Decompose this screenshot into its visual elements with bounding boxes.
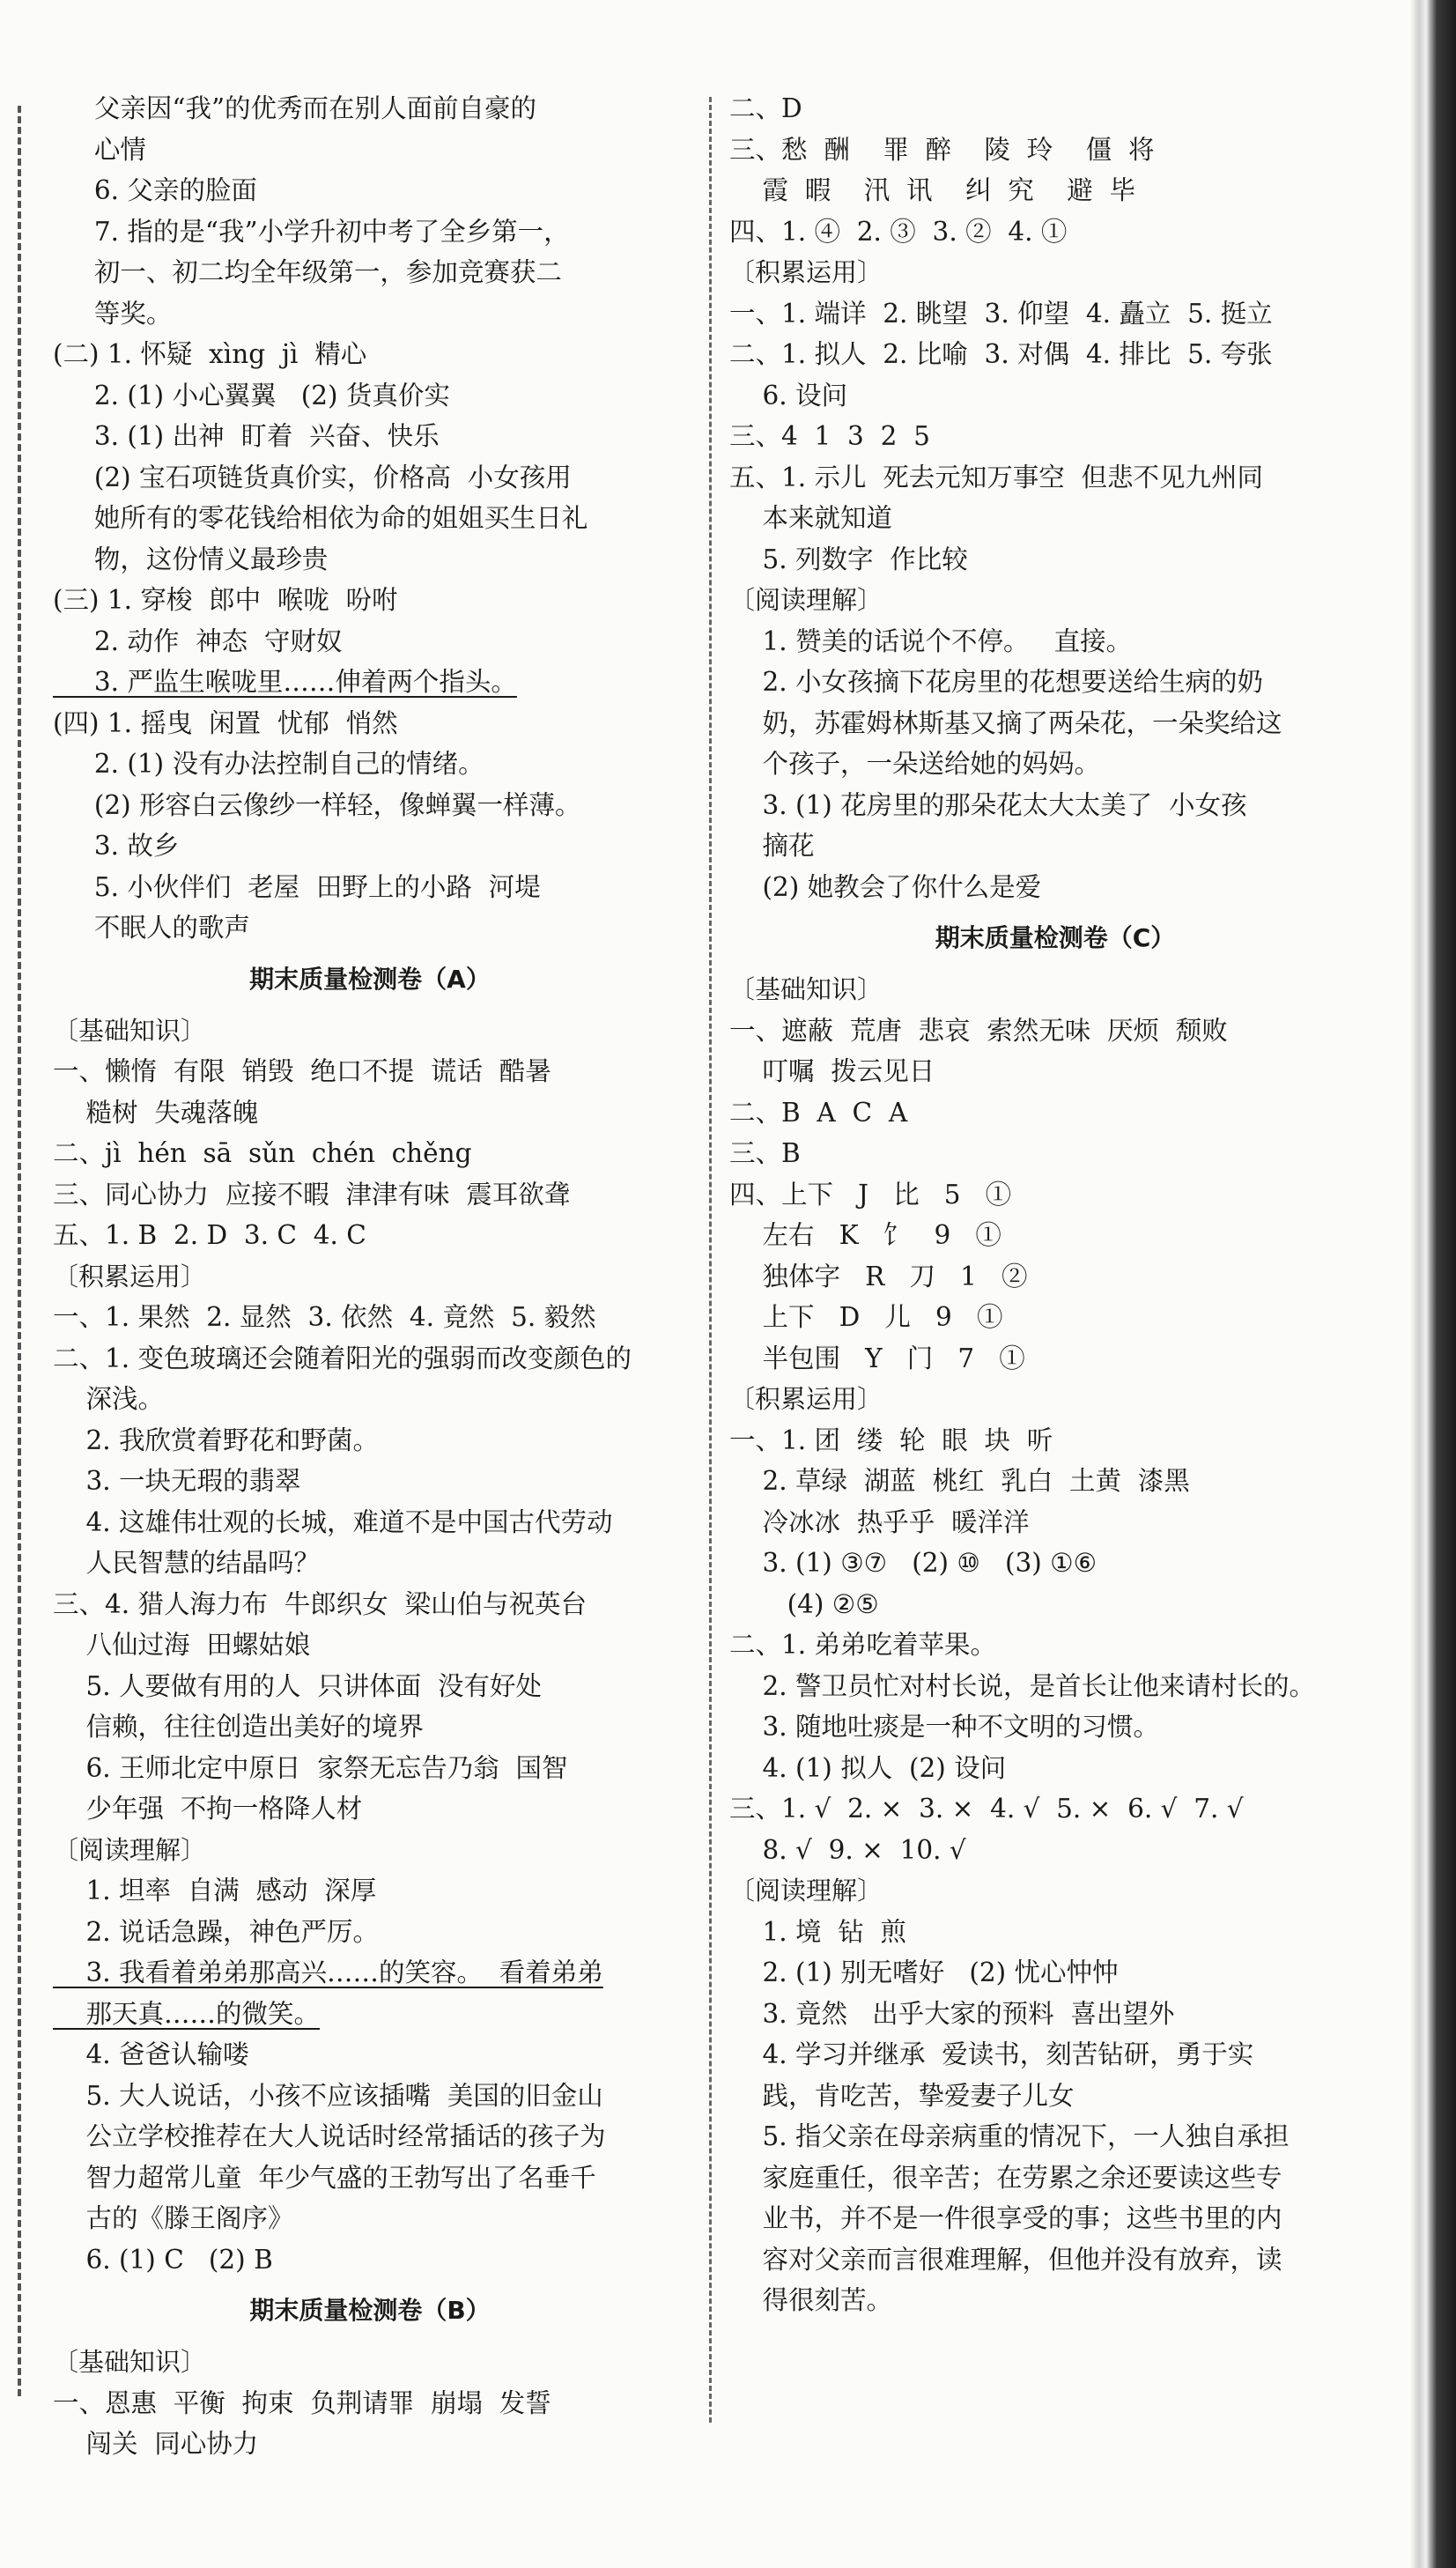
answer-line: 7. 指的是“我”小学升初中考了全乡第一， <box>53 216 570 247</box>
section-heading: 〔积累运用〕 <box>53 1261 207 1291</box>
answer-line: 上下 D 儿 9 ① <box>729 1302 1003 1332</box>
answer-line: (三) 1. 穿梭 郎中 喉咙 吩咐 <box>53 585 398 615</box>
section-heading: 〔阅读理解〕 <box>729 585 883 615</box>
answer-line: 家庭重任，很辛苦；在劳累之余还要读这些专 <box>729 2162 1282 2193</box>
answer-line: 5. 列数字 作比较 <box>729 544 968 574</box>
answer-line: (四) 1. 摇曳 闲置 忧郁 悄然 <box>53 707 398 738</box>
answer-line: 叮嘱 拨云见日 <box>729 1056 935 1086</box>
answer-line: 4. 爸爸认输喽 <box>53 2039 249 2069</box>
answer-line: 3. (1) 出神 盯着 兴奋、快乐 <box>53 421 440 451</box>
answer-line: 3. 一块无瑕的翡翠 <box>53 1466 301 1496</box>
answer-line: 5. 指父亲在母亲病重的情况下，一人独自承担 <box>729 2121 1290 2151</box>
exam-a-title: 期末质量检测卷（A） <box>249 964 491 994</box>
answer-line: 霞 暇 汛 讯 纠 究 避 毕 <box>729 175 1136 205</box>
answer-line: 5. 小伙伴们 老屋 田野上的小路 河堤 <box>53 871 541 902</box>
answer-line: 四、上下 J 比 5 ① <box>729 1179 1012 1210</box>
left-column <box>53 88 687 2465</box>
exam-b-title: 期末质量检测卷（B） <box>249 2296 491 2325</box>
answer-line: 二、1. 弟弟吃着苹果。 <box>729 1630 997 1660</box>
answer-line: 三、B <box>729 1138 801 1168</box>
answer-line: 父亲因“我”的优秀而在别人面前自豪的 <box>53 93 537 123</box>
answer-line: 二、1. 拟人 2. 比喻 3. 对偶 4. 排比 5. 夸张 <box>729 339 1273 369</box>
answer-line: 摘花 <box>729 831 815 861</box>
answer-line: 古的《滕王阁序》 <box>53 2203 294 2233</box>
answer-line: 二、jì hén sā sǔn chén chěng <box>53 1138 472 1168</box>
answer-line: 五、1. 示儿 死去元知万事空 但悲不见九州同 <box>729 462 1264 492</box>
answer-line: 1. 境 钻 煎 <box>729 1916 907 1947</box>
answer-line: 2. 小女孩摘下花房里的花想要送给生病的奶 <box>729 667 1264 697</box>
answer-line: 本来就知道 <box>729 503 893 533</box>
answer-line: 物，这份情义最珍贵 <box>53 544 329 574</box>
answer-line: 2. (1) 别无嗜好 (2) 忧心忡忡 <box>729 1957 1119 1987</box>
section-heading: 〔积累运用〕 <box>729 1384 883 1414</box>
answer-line: (4) ②⑤ <box>729 1588 879 1619</box>
answer-line: 2. (1) 小心翼翼 (2) 货真价实 <box>53 380 450 411</box>
answer-line: 三、同心协力 应接不暇 津津有味 震耳欲聋 <box>53 1179 571 1210</box>
answer-line: 八仙过海 田螺姑娘 <box>53 1630 311 1660</box>
answer-line: 等奖。 <box>53 298 173 329</box>
answer-line: 那天真……的微笑。 <box>53 1998 321 2029</box>
answer-line: 5. 人要做有用的人 只讲体面 没有好处 <box>53 1670 543 1701</box>
section-heading: 〔积累运用〕 <box>729 257 883 287</box>
answer-line: 得很刻苦。 <box>729 2285 893 2315</box>
answer-line: (2) 宝石项链货真价实，价格高 小女孩用 <box>53 462 572 492</box>
answer-line: 容对父亲而言很难理解，但他并没有放弃，读 <box>729 2244 1282 2275</box>
answer-line: 3. (1) 花房里的那朵花太大太美了 小女孩 <box>729 789 1247 820</box>
answer-line: 1. 赞美的话说个不停。 直接。 <box>729 625 1133 656</box>
right-column <box>729 88 1381 2321</box>
answer-line: 二、D <box>729 93 802 123</box>
answer-line: 一、懒惰 有限 销毁 绝口不提 谎话 酷暑 <box>53 1056 551 1086</box>
answer-line: 3. 随地吐痰是一种不文明的习惯。 <box>729 1712 1160 1742</box>
column-divider <box>709 97 712 2423</box>
exam-b-answers-continued <box>729 88 1381 907</box>
answer-line: 一、1. 果然 2. 显然 3. 依然 4. 竟然 5. 毅然 <box>53 1302 596 1332</box>
answer-line: 二、1. 变色玻璃还会随着阳光的强弱而改变颜色的 <box>53 1343 632 1373</box>
answers-continued <box>53 88 687 949</box>
section-heading: 〔阅读理解〕 <box>53 1834 207 1865</box>
answer-line: 5. 大人说话，小孩不应该插嘴 美国的旧金山 <box>53 2080 603 2111</box>
section-heading: 〔基础知识〕 <box>53 2347 207 2377</box>
answer-line: 一、1. 端详 2. 眺望 3. 仰望 4. 矗立 5. 挺立 <box>729 298 1273 329</box>
answer-line: 五、1. B 2. D 3. C 4. C <box>53 1220 366 1250</box>
answer-line: 2. 动作 神态 守财奴 <box>53 625 343 656</box>
answer-line: 冷冰冰 热乎乎 暖洋洋 <box>729 1506 1030 1537</box>
answer-line: 1. 坦率 自满 感动 深厚 <box>53 1876 377 1906</box>
section-heading: 〔阅读理解〕 <box>729 1876 883 1906</box>
answer-line: 3. 严监生喉咙里……伸着两个指头。 <box>53 667 517 697</box>
answer-line: 四、1. ④ 2. ③ 3. ② 4. ① <box>729 216 1068 247</box>
answer-line: 一、1. 团 缕 轮 眼 块 听 <box>729 1425 1053 1455</box>
section-heading: 〔基础知识〕 <box>729 974 883 1004</box>
binding-dash-line <box>18 106 21 2396</box>
answer-line: 2. (1) 没有办法控制自己的情绪。 <box>53 749 484 779</box>
answer-line: 独体字 R 刀 1 ② <box>729 1261 1028 1291</box>
section-heading: 〔基础知识〕 <box>53 1015 207 1046</box>
answer-line: 糙树 失魂落魄 <box>53 1097 259 1128</box>
answer-line: 公立学校推荐在大人说话时经常插话的孩子为 <box>53 2121 606 2151</box>
answer-line: 二、B A C A <box>729 1097 908 1128</box>
answer-line: (2) 她教会了你什么是爱 <box>729 871 1042 902</box>
answer-line: 2. 警卫员忙对村长说，是首长让他来请村长的。 <box>729 1670 1316 1701</box>
exam-c-title: 期末质量检测卷（C） <box>935 923 1176 952</box>
answer-line: 三、4. 猎人海力布 牛郎织女 梁山伯与祝英台 <box>53 1588 588 1619</box>
page-edge-shadow <box>1410 0 1456 2568</box>
answer-line: 4. (1) 拟人 (2) 设问 <box>729 1752 1007 1783</box>
answer-line: 她所有的零花钱给相依为命的姐姐买生日礼 <box>53 503 588 533</box>
answer-line: 业书，并不是一件很享受的事；这些书里的内 <box>729 2203 1282 2233</box>
answer-line: 奶，苏霍姆林斯基又摘了两朵花，一朵奖给这 <box>729 707 1282 738</box>
answer-line: 三、1. √ 2. × 3. × 4. √ 5. × 6. √ 7. √ <box>729 1794 1244 1824</box>
answer-line: 2. 说话急躁，神色严厉。 <box>53 1916 380 1947</box>
answer-line: 6. 设问 <box>729 380 848 411</box>
answer-line: (二) 1. 怀疑 xìng jì 精心 <box>53 339 367 369</box>
answer-line: 4. 这雄伟壮观的长城，难道不是中国古代劳动 <box>53 1506 613 1537</box>
answer-line: 三、愁 酬 罪 醉 陵 玲 僵 将 <box>729 134 1155 165</box>
answer-line: 闯关 同心协力 <box>53 2429 259 2459</box>
answer-line: 践，肯吃苦，挚爱妻子儿女 <box>729 2080 1075 2111</box>
answer-line: 2. 我欣赏着野花和野菌。 <box>53 1425 380 1455</box>
answer-line: 信赖，往往创造出美好的境界 <box>53 1712 425 1742</box>
answer-line: 3. (1) ③⑦ (2) ⑩ (3) ①⑥ <box>729 1548 1098 1578</box>
answer-line: 深浅。 <box>53 1384 165 1414</box>
answer-line: 少年强 不拘一格降人材 <box>53 1794 363 1824</box>
answer-line: 3. 故乡 <box>53 831 180 861</box>
answer-line: 6. (1) C (2) B <box>53 2244 273 2275</box>
answer-line: 3. 我看着弟弟那高兴……的笑容。 看着弟弟 <box>53 1957 603 1987</box>
answer-line: 6. 王师北定中原日 家祭无忘告乃翁 国智 <box>53 1752 568 1783</box>
answer-line: 个孩子，一朵送给她的妈妈。 <box>729 749 1101 779</box>
answer-line: 心情 <box>53 134 146 165</box>
exam-b-answers <box>53 2342 687 2465</box>
answer-line: 人民智慧的结晶吗？ <box>53 1548 321 1578</box>
answer-line: 6. 父亲的脸面 <box>53 175 257 205</box>
answer-line: (2) 形容白云像纱一样轻，像蝉翼一样薄。 <box>53 789 581 820</box>
exam-c-answers <box>729 969 1381 2321</box>
answer-line: 半包围 Y 门 7 ① <box>729 1343 1025 1373</box>
answer-line: 智力超常儿童 年少气盛的王勃写出了名垂千 <box>53 2162 596 2193</box>
answer-line: 4. 学习并继承 爱读书，刻苦钻研，勇于实 <box>729 2039 1254 2069</box>
answer-line: 2. 草绿 湖蓝 桃红 乳白 土黄 漆黑 <box>729 1466 1190 1496</box>
answer-line: 一、恩惠 平衡 拘束 负荆请罪 崩塌 发誓 <box>53 2387 551 2418</box>
answer-line: 3. 竟然 出乎大家的预料 喜出望外 <box>729 1998 1175 2029</box>
answer-line: 三、4 1 3 2 5 <box>729 421 930 451</box>
answer-line: 左右 K 饣 9 ① <box>729 1220 1001 1250</box>
exam-a-answers <box>53 1010 687 2281</box>
answer-line: 初一、初二均全年级第一，参加竞赛获二 <box>53 257 562 287</box>
answer-line: 不眠人的歌声 <box>53 913 250 943</box>
answer-line: 一、遮蔽 荒唐 悲哀 索然无味 厌烦 颓败 <box>729 1015 1228 1046</box>
answer-line: 8. √ 9. × 10. √ <box>729 1834 966 1865</box>
